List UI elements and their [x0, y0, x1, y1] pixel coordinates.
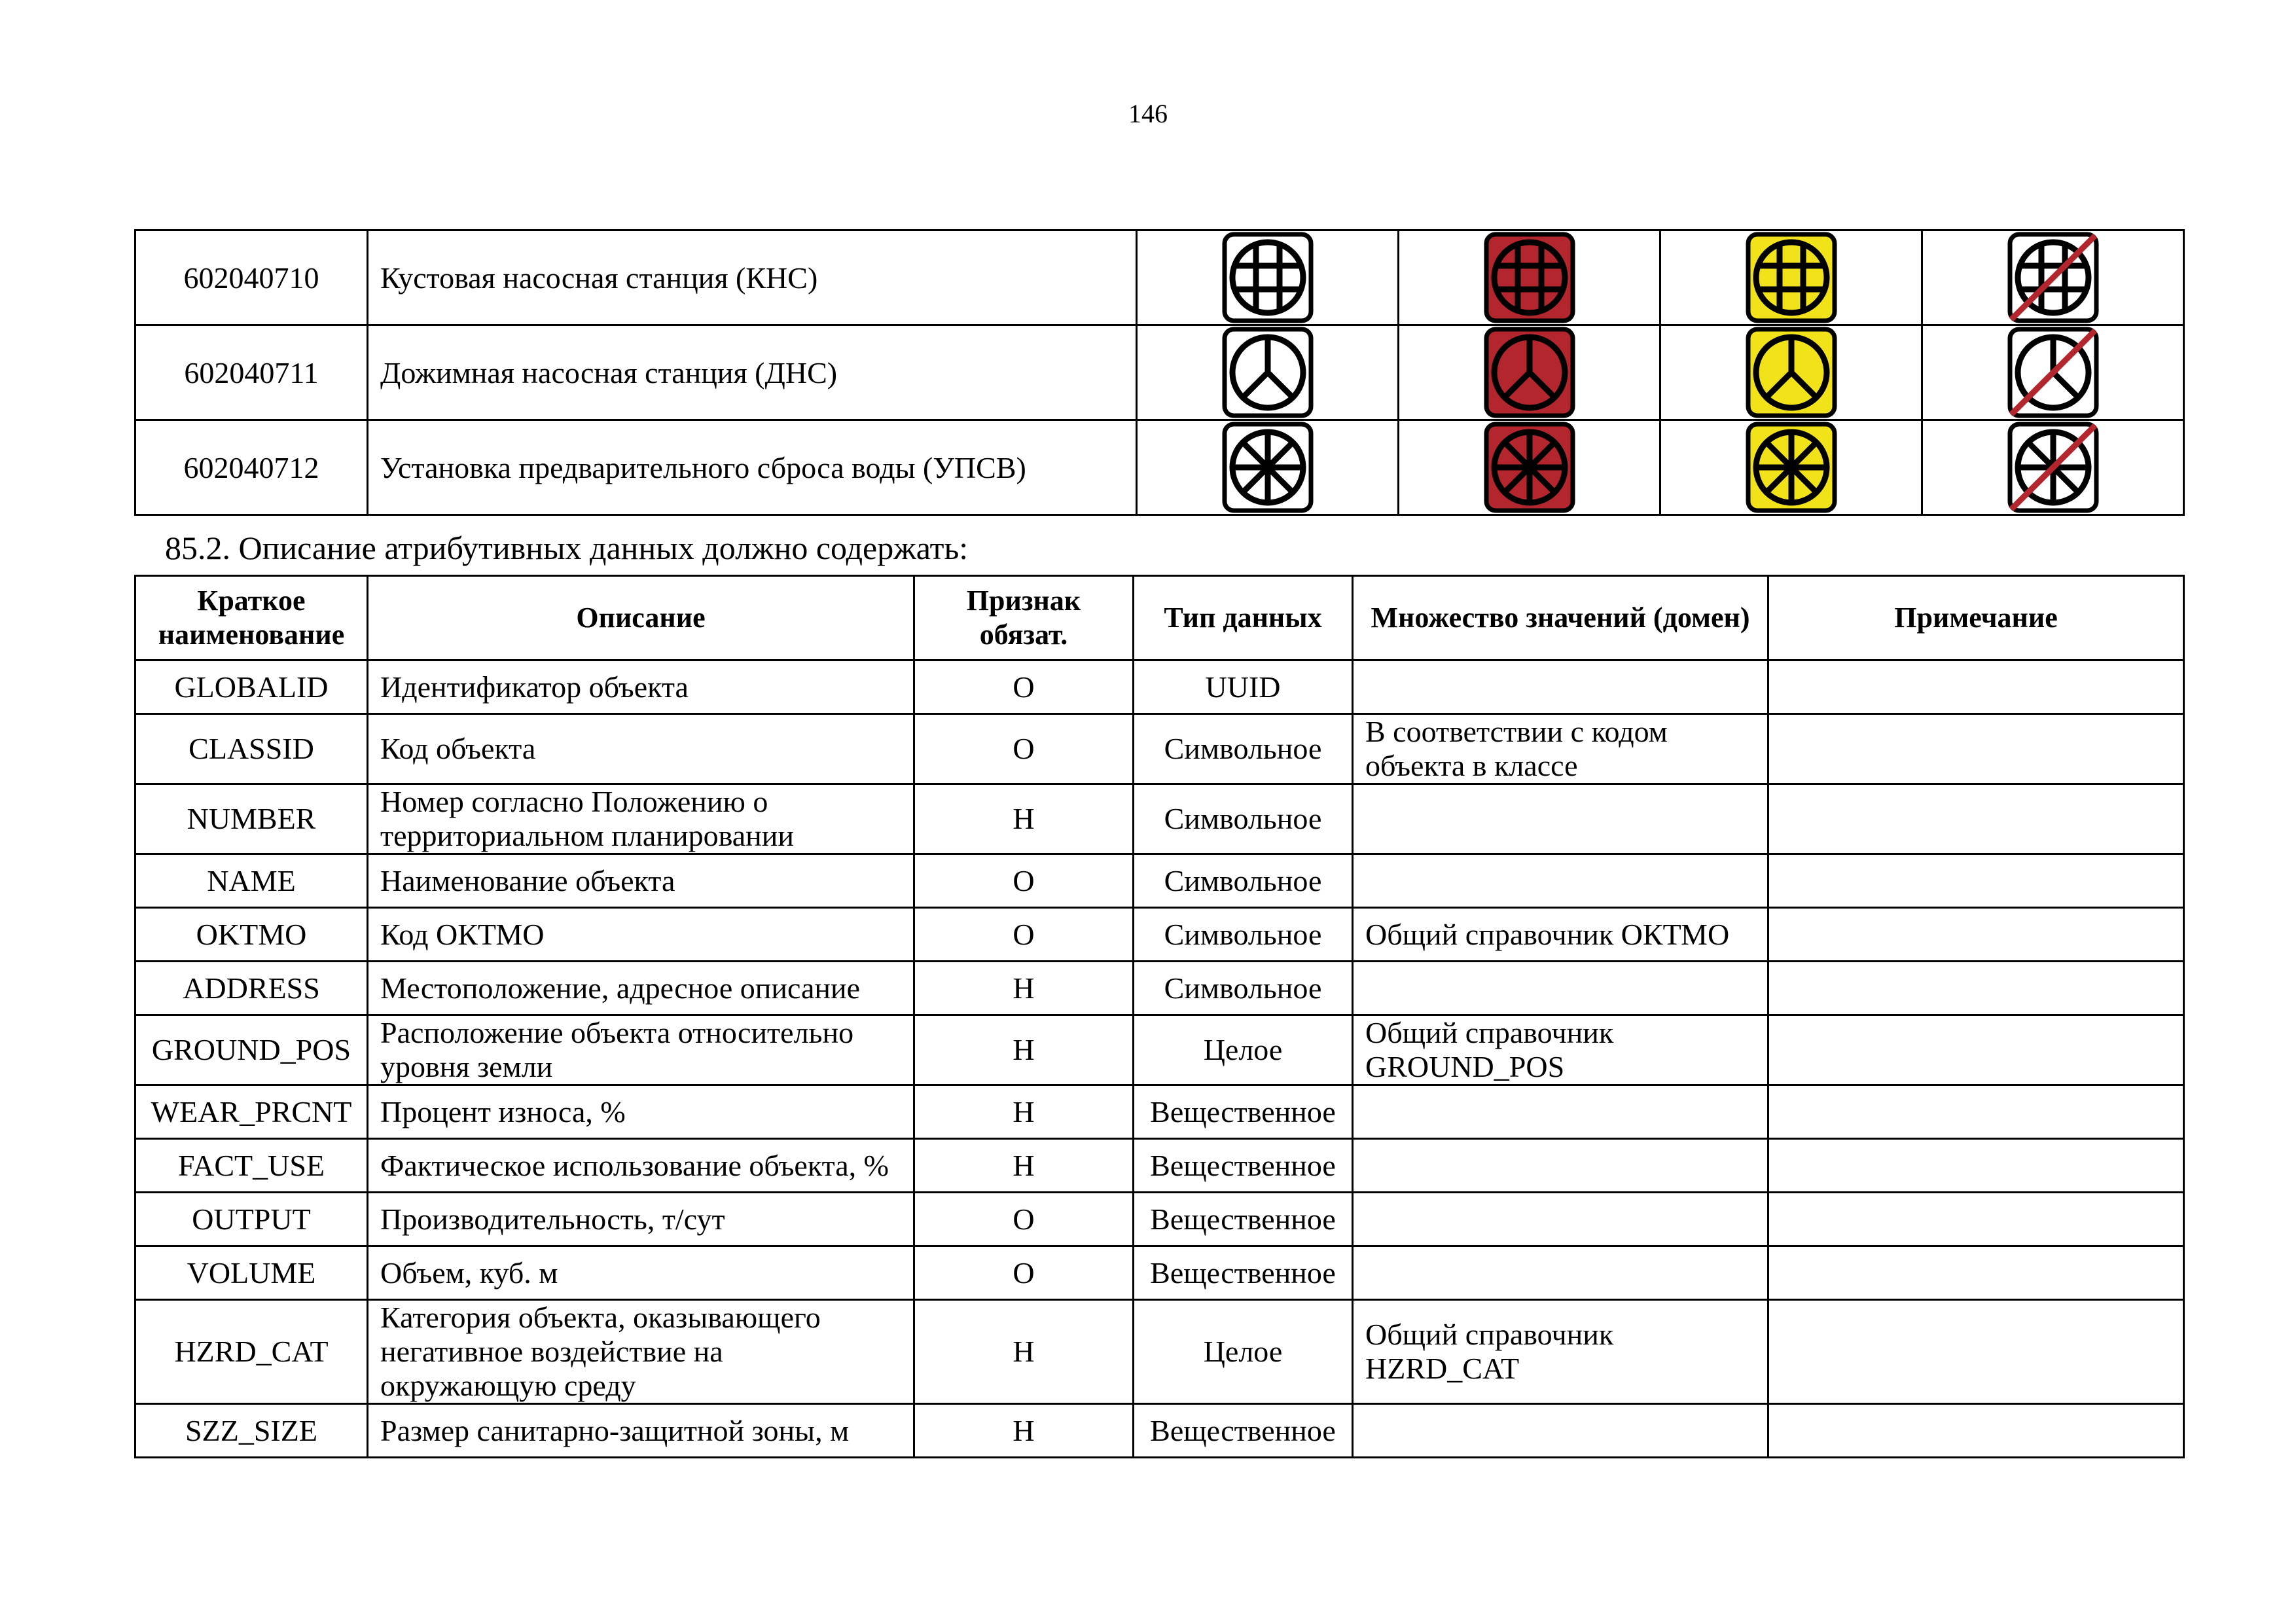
symbol-name: Кустовая насосная станция (КНС)	[368, 230, 1137, 325]
attr-domain	[1353, 1139, 1768, 1193]
attr-data-type: Вещественное	[1134, 1193, 1353, 1246]
attr-short-name: GROUND_POS	[135, 1015, 368, 1085]
attr-required: Н	[914, 784, 1134, 854]
attr-data-type: Целое	[1134, 1015, 1353, 1085]
attr-required: О	[914, 908, 1134, 962]
attr-required: Н	[914, 1139, 1134, 1193]
symbol-cell-yellow	[1660, 230, 1922, 325]
attr-required: О	[914, 714, 1134, 784]
attr-data-type: Символьное	[1134, 962, 1353, 1015]
symbol-cell-struck	[1922, 325, 2184, 420]
attr-note	[1768, 854, 2184, 908]
attr-short-name: HZRD_CAT	[135, 1300, 368, 1404]
attr-data-type: Символьное	[1134, 854, 1353, 908]
peace-circle-icon	[1746, 327, 1837, 418]
table-row	[135, 1015, 2184, 1085]
symbol-code: 602040710	[135, 230, 368, 325]
header-note: Примечание	[1768, 576, 2184, 660]
symbol-cell-red	[1399, 230, 1660, 325]
attr-domain: Общий справочник GROUND_POS	[1353, 1015, 1768, 1085]
attr-domain	[1353, 1193, 1768, 1246]
table-row	[135, 1404, 2184, 1458]
attr-domain	[1353, 1246, 1768, 1300]
attr-data-type: Целое	[1134, 1300, 1353, 1404]
attr-domain: Общий справочник HZRD_CAT	[1353, 1300, 1768, 1404]
table-row	[135, 660, 2184, 714]
attr-description: Местоположение, адресное описание	[368, 962, 914, 1015]
header-domain: Множество значений (домен)	[1353, 576, 1768, 660]
grid-circle-icon	[1222, 232, 1314, 323]
attr-domain	[1353, 962, 1768, 1015]
symbol-cell-struck	[1922, 420, 2184, 515]
table-row	[135, 854, 2184, 908]
attr-domain	[1353, 784, 1768, 854]
attr-note	[1768, 962, 2184, 1015]
attr-description: Размер санитарно-защитной зоны, м	[368, 1404, 914, 1458]
table-row	[135, 962, 2184, 1015]
asterisk-circle-icon	[2007, 422, 2099, 513]
symbol-code: 602040712	[135, 420, 368, 515]
symbol-cell-plain	[1137, 420, 1399, 515]
peace-circle-icon	[1222, 327, 1314, 418]
attr-data-type: Вещественное	[1134, 1246, 1353, 1300]
page-number: 146	[1128, 99, 1168, 128]
symbol-name: Установка предварительного сброса воды (УПСВ)	[368, 420, 1137, 515]
attr-required: Н	[914, 1300, 1134, 1404]
attr-data-type: Вещественное	[1134, 1404, 1353, 1458]
attr-short-name: OUTPUT	[135, 1193, 368, 1246]
header-description: Описание	[368, 576, 914, 660]
asterisk-circle-icon	[1484, 422, 1575, 513]
attribute-table	[134, 575, 2185, 1458]
attr-description: Наименование объекта	[368, 854, 914, 908]
attr-short-name: GLOBALID	[135, 660, 368, 714]
section-title: 85.2. Описание атрибутивных данных должно содержать:	[165, 530, 969, 566]
attr-domain	[1353, 660, 1768, 714]
attr-data-type: Вещественное	[1134, 1139, 1353, 1193]
attr-domain: Общий справочник ОКТМО	[1353, 908, 1768, 962]
attr-required: О	[914, 854, 1134, 908]
table-row	[135, 1139, 2184, 1193]
table-row	[135, 1300, 2184, 1404]
attr-note	[1768, 1300, 2184, 1404]
attr-description: Фактическое использование объекта, %	[368, 1139, 914, 1193]
symbol-cell-struck	[1922, 230, 2184, 325]
symbol-row	[135, 230, 2184, 325]
symbol-cell-plain	[1137, 325, 1399, 420]
attr-description: Категория объекта, оказывающего негативное воздействие на окружающую среду	[368, 1300, 914, 1404]
table-row	[135, 1246, 2184, 1300]
header-data-type: Тип данных	[1134, 576, 1353, 660]
table-row	[135, 1085, 2184, 1139]
attr-required: Н	[914, 1404, 1134, 1458]
header-short-name: Краткое наименование	[135, 576, 368, 660]
attr-domain	[1353, 854, 1768, 908]
attr-note	[1768, 784, 2184, 854]
symbol-cell-yellow	[1660, 420, 1922, 515]
attr-note	[1768, 1015, 2184, 1085]
attr-description: Объем, куб. м	[368, 1246, 914, 1300]
attr-short-name: CLASSID	[135, 714, 368, 784]
attr-domain	[1353, 1085, 1768, 1139]
symbol-row	[135, 325, 2184, 420]
attr-description: Код ОКТМО	[368, 908, 914, 962]
attr-data-type: Символьное	[1134, 908, 1353, 962]
attr-domain: В соответствии с кодом объекта в классе	[1353, 714, 1768, 784]
attr-short-name: OKTMO	[135, 908, 368, 962]
attr-description: Процент износа, %	[368, 1085, 914, 1139]
header-required: Признак обязат.	[914, 576, 1134, 660]
peace-circle-icon	[1484, 327, 1575, 418]
attr-short-name: FACT_USE	[135, 1139, 368, 1193]
attr-short-name: SZZ_SIZE	[135, 1404, 368, 1458]
attr-data-type: Символьное	[1134, 784, 1353, 854]
attr-required: Н	[914, 962, 1134, 1015]
attr-short-name: VOLUME	[135, 1246, 368, 1300]
attr-note	[1768, 1404, 2184, 1458]
attr-description: Номер согласно Положению о территориальном планировании	[368, 784, 914, 854]
attr-note	[1768, 1193, 2184, 1246]
table-row	[135, 908, 2184, 962]
attr-required: О	[914, 1246, 1134, 1300]
attr-note	[1768, 1085, 2184, 1139]
table-row	[135, 784, 2184, 854]
attr-description: Код объекта	[368, 714, 914, 784]
attr-data-type: Вещественное	[1134, 1085, 1353, 1139]
symbol-cell-yellow	[1660, 325, 1922, 420]
symbol-code: 602040711	[135, 325, 368, 420]
symbol-table	[134, 229, 2185, 516]
symbol-cell-plain	[1137, 230, 1399, 325]
asterisk-circle-icon	[1746, 422, 1837, 513]
symbol-name: Дожимная насосная станция (ДНС)	[368, 325, 1137, 420]
attr-short-name: ADDRESS	[135, 962, 368, 1015]
peace-circle-icon	[2007, 327, 2099, 418]
attr-required: О	[914, 1193, 1134, 1246]
grid-circle-icon	[2007, 232, 2099, 323]
attr-description: Идентификатор объекта	[368, 660, 914, 714]
attr-short-name: NAME	[135, 854, 368, 908]
attr-note	[1768, 1246, 2184, 1300]
attr-note	[1768, 908, 2184, 962]
attr-data-type: Символьное	[1134, 714, 1353, 784]
grid-circle-icon	[1746, 232, 1837, 323]
table-row	[135, 1193, 2184, 1246]
table-row	[135, 714, 2184, 784]
attr-data-type: UUID	[1134, 660, 1353, 714]
grid-circle-icon	[1484, 232, 1575, 323]
attr-note	[1768, 1139, 2184, 1193]
attr-required: Н	[914, 1085, 1134, 1139]
attr-short-name: NUMBER	[135, 784, 368, 854]
symbol-row	[135, 420, 2184, 515]
symbol-cell-red	[1399, 325, 1660, 420]
attr-required: О	[914, 660, 1134, 714]
symbol-cell-red	[1399, 420, 1660, 515]
attr-note	[1768, 660, 2184, 714]
asterisk-circle-icon	[1222, 422, 1314, 513]
attr-note	[1768, 714, 2184, 784]
attr-domain	[1353, 1404, 1768, 1458]
attr-required: Н	[914, 1015, 1134, 1085]
attribute-table-header	[135, 576, 2184, 660]
attr-description: Производительность, т/сут	[368, 1193, 914, 1246]
attr-description: Расположение объекта относительно уровня земли	[368, 1015, 914, 1085]
attr-short-name: WEAR_PRCNT	[135, 1085, 368, 1139]
